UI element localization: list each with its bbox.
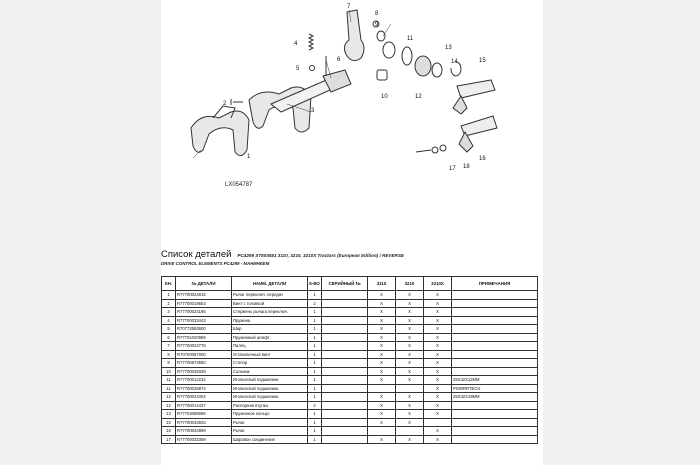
- column-header: 3210X: [424, 277, 452, 291]
- callout-18: 18: [463, 164, 470, 170]
- table-cell: 1: [308, 418, 322, 427]
- table-cell: [452, 291, 538, 300]
- table-cell: [322, 367, 368, 376]
- table-cell: [452, 435, 538, 444]
- table-cell: R77700044899: [176, 427, 232, 436]
- table-cell: 11: [162, 376, 176, 385]
- table-body: [162, 291, 538, 444]
- column-header: К-ВО: [308, 277, 322, 291]
- table-cell: [322, 384, 368, 393]
- callout-3: 3: [311, 108, 315, 114]
- table-cell: X: [368, 376, 396, 385]
- table-header-row: [162, 277, 538, 291]
- table-cell: X: [368, 325, 396, 334]
- table-cell: X: [396, 342, 424, 351]
- table-cell: [322, 410, 368, 419]
- table-cell: 7: [162, 342, 176, 351]
- table-cell: [322, 359, 368, 368]
- table-cell: 1: [308, 308, 322, 317]
- table-row: [162, 367, 538, 376]
- table-cell: 25X32X12MM: [452, 376, 538, 385]
- table-cell: X: [396, 308, 424, 317]
- table-cell: X: [368, 435, 396, 444]
- table-cell: Игольчатый подшипник: [232, 376, 308, 385]
- table-cell: 25X32X18MM: [452, 393, 538, 402]
- table-cell: Шар: [232, 325, 308, 334]
- table-cell: Винт с головкой: [232, 299, 308, 308]
- parts-diagram-svg: [161, 0, 543, 200]
- table-cell: R77700012232: [176, 376, 232, 385]
- table-cell: R77700033389: [176, 435, 232, 444]
- table-cell: 8: [162, 350, 176, 359]
- table-cell: 1: [308, 410, 322, 419]
- table-cell: [322, 418, 368, 427]
- table-cell: X: [368, 393, 396, 402]
- table-row: [162, 418, 538, 427]
- table-cell: [322, 350, 368, 359]
- table-row: [162, 333, 538, 342]
- table-cell: 1: [308, 435, 322, 444]
- callout-13: 13: [445, 45, 452, 51]
- table-row: [162, 401, 538, 410]
- table-cell: [452, 308, 538, 317]
- table-cell: Стержень рычага переключ.: [232, 308, 308, 317]
- callout-10: 10: [381, 94, 388, 100]
- table-cell: 3: [162, 308, 176, 317]
- table-cell: 1: [308, 367, 322, 376]
- table-row: [162, 376, 538, 385]
- table-cell: R77700033925: [176, 418, 232, 427]
- table-cell: X: [424, 350, 452, 359]
- table-cell: 5: [162, 325, 176, 334]
- table-cell: X: [368, 291, 396, 300]
- table-cell: 1: [162, 291, 176, 300]
- table-cell: [368, 384, 396, 393]
- page-title: Список деталей: [161, 249, 232, 260]
- table-cell: [322, 376, 368, 385]
- table-cell: 10: [162, 367, 176, 376]
- table-cell: 12: [162, 401, 176, 410]
- table-cell: 1: [308, 350, 322, 359]
- column-header: № ДЕТАЛИ: [176, 277, 232, 291]
- table-cell: 1: [308, 359, 322, 368]
- table-row: [162, 393, 538, 402]
- table-cell: R77700024186: [176, 308, 232, 317]
- table-cell: 2: [308, 401, 322, 410]
- table-cell: X: [424, 325, 452, 334]
- table-cell: X: [396, 401, 424, 410]
- table-cell: R77700014437: [176, 401, 232, 410]
- table-cell: [452, 418, 538, 427]
- table-cell: X: [396, 418, 424, 427]
- table-cell: [322, 393, 368, 402]
- table-cell: X: [368, 359, 396, 368]
- table-cell: R77700673650: [176, 359, 232, 368]
- table-row: [162, 350, 538, 359]
- table-cell: 1: [308, 333, 322, 342]
- column-header: 3210: [396, 277, 424, 291]
- table-cell: X: [424, 393, 452, 402]
- table-cell: 16: [162, 427, 176, 436]
- callout-12: 12: [415, 94, 422, 100]
- table-row: [162, 308, 538, 317]
- column-header: СЕРИЙНЫЙ №: [322, 277, 368, 291]
- table-cell: [322, 299, 368, 308]
- table-cell: Стопор: [232, 359, 308, 368]
- table-cell: R70772593600: [176, 325, 232, 334]
- table-cell: R77700033443: [176, 316, 232, 325]
- table-cell: 13: [162, 410, 176, 419]
- list-header: [161, 249, 543, 266]
- table-cell: X: [396, 316, 424, 325]
- section-heading: DRIVE CONTROL ELEMENTS PC4299 - МАНИНЕЕМ: [161, 261, 270, 266]
- table-cell: X: [424, 333, 452, 342]
- parts-sheet: [161, 0, 543, 465]
- table-cell: X: [396, 393, 424, 402]
- table-cell: X: [424, 435, 452, 444]
- table-cell: [322, 427, 368, 436]
- callout-15: 15: [479, 58, 486, 64]
- table-row: [162, 410, 538, 419]
- table-row: [162, 291, 538, 300]
- table-cell: X: [396, 325, 424, 334]
- table-cell: 1: [308, 316, 322, 325]
- table-cell: Пружинное кольцо: [232, 410, 308, 419]
- table-cell: X: [368, 350, 396, 359]
- table-cell: [322, 435, 368, 444]
- table-cell: X: [424, 359, 452, 368]
- table-cell: [322, 333, 368, 342]
- table-cell: X: [396, 350, 424, 359]
- table-cell: 1: [308, 291, 322, 300]
- exploded-diagram: [161, 0, 543, 200]
- table-cell: [452, 410, 538, 419]
- table-cell: [396, 384, 424, 393]
- table-row: [162, 316, 538, 325]
- table-row: [162, 325, 538, 334]
- table-cell: R70700067000: [176, 350, 232, 359]
- table-cell: Рычаг: [232, 418, 308, 427]
- table-cell: Распорная втулка: [232, 401, 308, 410]
- diagram-code: LX054787: [225, 182, 253, 188]
- table-cell: R77701020989: [176, 333, 232, 342]
- table-row: [162, 427, 538, 436]
- table-cell: [452, 367, 538, 376]
- callout-8: 8: [375, 11, 379, 17]
- table-cell: 2: [308, 299, 322, 308]
- table-cell: X: [424, 410, 452, 419]
- callout-4: 4: [294, 41, 298, 47]
- table-cell: X: [424, 427, 452, 436]
- column-header: КН.: [162, 277, 176, 291]
- table-cell: R77700038339: [176, 367, 232, 376]
- parts-table: [161, 276, 538, 444]
- table-cell: Игольчатый подшипник: [232, 393, 308, 402]
- table-cell: [322, 316, 368, 325]
- table-cell: Пружинный штифт: [232, 333, 308, 342]
- table-cell: 1: [308, 393, 322, 402]
- callout-2: 2: [223, 101, 227, 107]
- table-cell: R77700023404: [176, 393, 232, 402]
- table-cell: 6: [162, 333, 176, 342]
- table-cell: POWRRTECH: [452, 384, 538, 393]
- table-cell: 15: [162, 418, 176, 427]
- table-cell: [396, 427, 424, 436]
- table-cell: 9: [162, 359, 176, 368]
- callout-1: 1: [247, 154, 251, 160]
- table-cell: [452, 325, 538, 334]
- table-cell: X: [424, 376, 452, 385]
- column-header: НАИМ. ДЕТАЛИ: [232, 277, 308, 291]
- table-cell: X: [424, 367, 452, 376]
- table-cell: X: [368, 308, 396, 317]
- table-cell: 12: [162, 393, 176, 402]
- callout-17: 17: [449, 166, 456, 172]
- table-cell: Рычаг переключ. передач: [232, 291, 308, 300]
- table-cell: Установочный винт: [232, 350, 308, 359]
- table-cell: X: [424, 342, 452, 351]
- table-cell: X: [424, 291, 452, 300]
- table-cell: Палец: [232, 342, 308, 351]
- table-cell: R77700024815: [176, 291, 232, 300]
- table-cell: [452, 316, 538, 325]
- table-cell: Пружина: [232, 316, 308, 325]
- callout-11: 11: [407, 36, 414, 42]
- table-cell: [322, 308, 368, 317]
- table-cell: [322, 342, 368, 351]
- table-cell: [452, 333, 538, 342]
- table-cell: X: [368, 410, 396, 419]
- table-cell: 2: [162, 299, 176, 308]
- table-cell: 17: [162, 435, 176, 444]
- column-header: 3110: [368, 277, 396, 291]
- table-cell: [424, 418, 452, 427]
- table-cell: X: [368, 299, 396, 308]
- callout-6: 6: [337, 57, 341, 63]
- table-cell: X: [424, 299, 452, 308]
- table-cell: X: [396, 376, 424, 385]
- table-row: [162, 435, 538, 444]
- table-cell: [452, 359, 538, 368]
- table-cell: [368, 427, 396, 436]
- table-row: [162, 384, 538, 393]
- table-cell: X: [396, 367, 424, 376]
- column-header: ПРИМЕЧАНИЯ: [452, 277, 538, 291]
- callout-5: 5: [296, 66, 300, 72]
- table-cell: R77703088086: [176, 410, 232, 419]
- table-cell: [452, 350, 538, 359]
- table-row: [162, 359, 538, 368]
- table-cell: X: [396, 435, 424, 444]
- table-cell: X: [396, 410, 424, 419]
- table-cell: X: [368, 333, 396, 342]
- table-cell: 1: [308, 384, 322, 393]
- table-cell: 1: [308, 376, 322, 385]
- callout-14: 14: [451, 59, 458, 65]
- table-cell: R77700022775: [176, 342, 232, 351]
- callout-16: 16: [479, 156, 486, 162]
- table-cell: X: [368, 367, 396, 376]
- page-subtitle: PC4299 ST503551 3110, 3210, 3210X Tractors (European Edition) / REVERSE: [237, 253, 404, 258]
- table-cell: X: [424, 384, 452, 393]
- table-cell: Шаровое соединение: [232, 435, 308, 444]
- table-cell: 4: [162, 316, 176, 325]
- table-cell: Игольчатый подшипник: [232, 384, 308, 393]
- table-cell: R77700018653: [176, 299, 232, 308]
- table-cell: 1: [308, 342, 322, 351]
- table-cell: X: [424, 401, 452, 410]
- table-cell: 1: [308, 325, 322, 334]
- table-cell: X: [396, 359, 424, 368]
- table-cell: [452, 401, 538, 410]
- table-cell: Рычаг: [232, 427, 308, 436]
- table-cell: X: [368, 401, 396, 410]
- table-cell: X: [424, 308, 452, 317]
- table-cell: X: [424, 316, 452, 325]
- table-cell: [452, 342, 538, 351]
- table-cell: [322, 325, 368, 334]
- table-cell: Сальник: [232, 367, 308, 376]
- table-cell: X: [396, 299, 424, 308]
- table-cell: 1: [308, 427, 322, 436]
- callout-9: 9: [375, 22, 379, 28]
- table-cell: [322, 401, 368, 410]
- table-cell: R77700026874: [176, 384, 232, 393]
- table-cell: X: [368, 418, 396, 427]
- table-cell: X: [396, 291, 424, 300]
- table-cell: X: [368, 316, 396, 325]
- table-row: [162, 299, 538, 308]
- table-cell: X: [396, 333, 424, 342]
- table-row: [162, 342, 538, 351]
- table-cell: [452, 299, 538, 308]
- callout-7: 7: [347, 4, 351, 10]
- table-cell: [452, 427, 538, 436]
- table-cell: 11: [162, 384, 176, 393]
- table-cell: [322, 291, 368, 300]
- table-cell: X: [368, 342, 396, 351]
